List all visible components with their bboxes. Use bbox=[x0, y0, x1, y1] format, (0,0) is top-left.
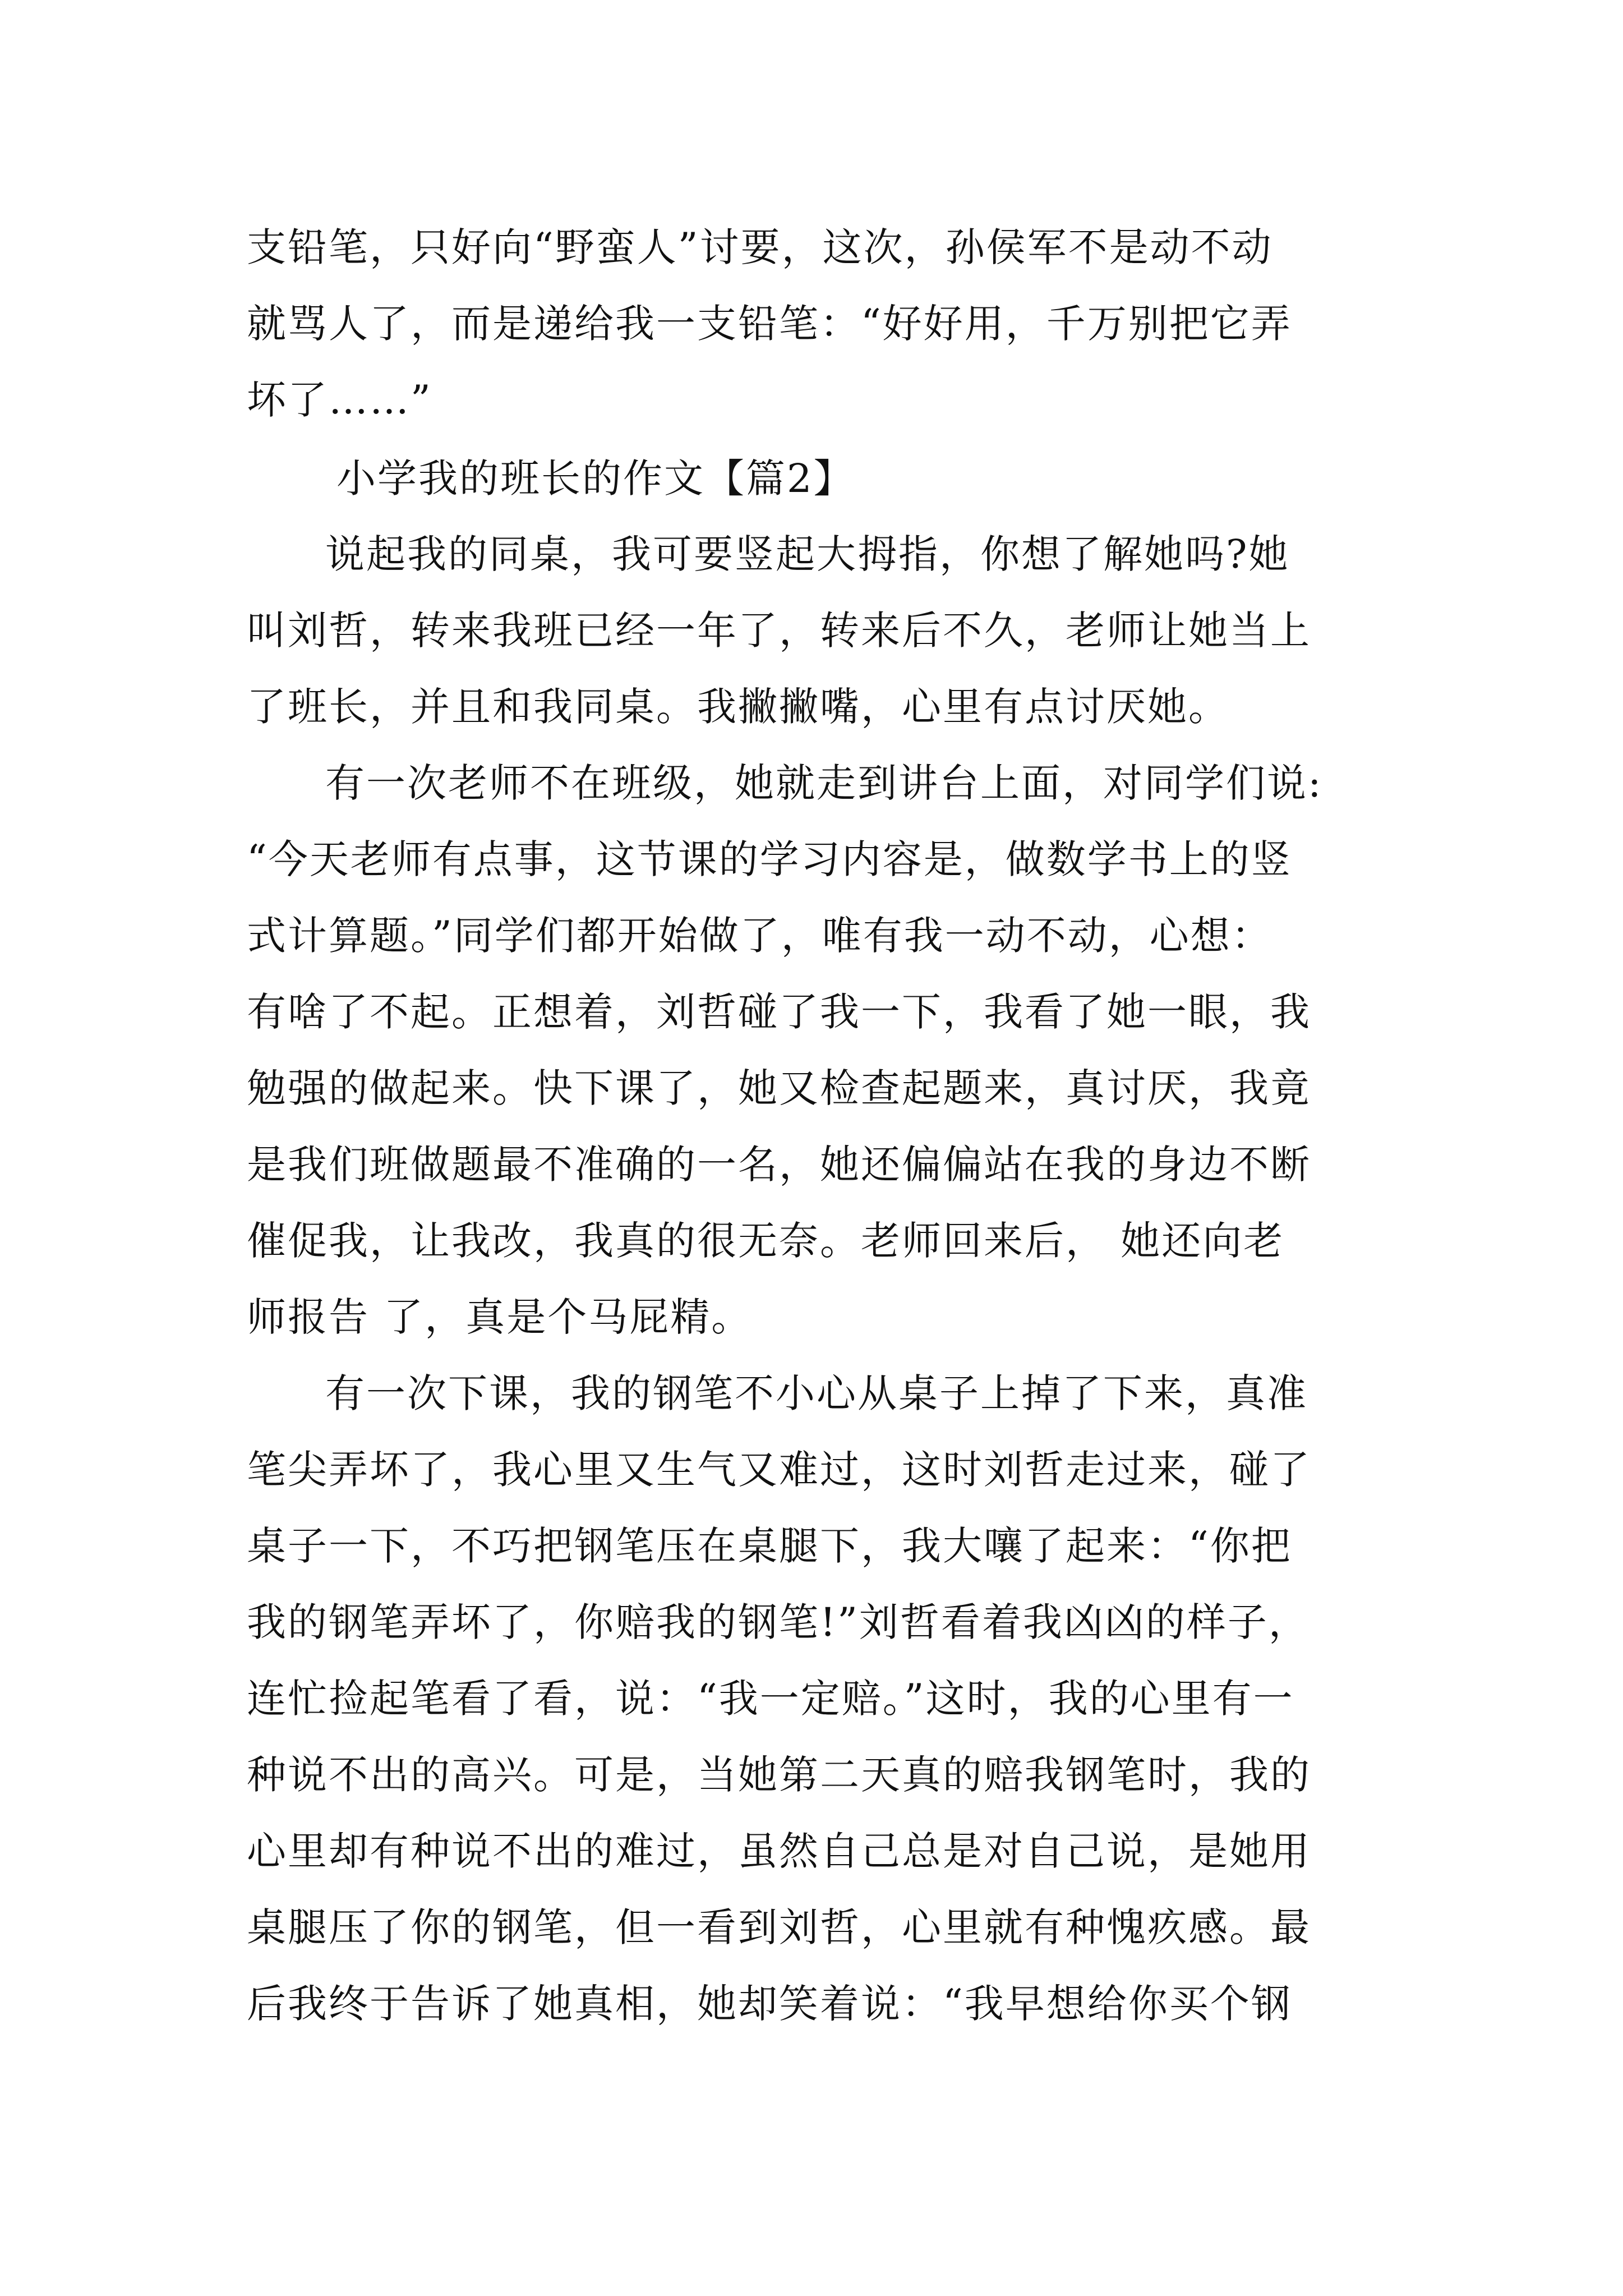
text-line: “今天老师有点事，这节课的学习内容是，做数学书上的竖 bbox=[247, 836, 1292, 882]
text-line: 了班长，并且和我同桌。我撇撇嘴，心里有点讨厌她。 bbox=[247, 684, 1229, 730]
text-line: 后我终于告诉了她真相，她却笑着说：“我早想给你买个钢 bbox=[247, 1981, 1292, 2027]
text-line: 种说不出的高兴。可是，当她第二天真的赔我钢笔时，我的 bbox=[247, 1752, 1311, 1798]
text-line: 有啥了不起。正想着，刘哲碰了我一下，我看了她一眼，我 bbox=[247, 989, 1311, 1035]
text-line: 有一次下课，我的钢笔不小心从桌子上掉了下来，真准 bbox=[325, 1370, 1308, 1416]
text-line: 说起我的同桌，我可要竖起大拇指，你想了解她吗?她 bbox=[325, 531, 1290, 577]
section-title: 小学我的班长的作文【篇2】 bbox=[336, 455, 855, 501]
text-line: 连忙捡起笔看了看，说：“我一定赔。”这时，我的心里有一 bbox=[247, 1676, 1294, 1722]
text-line: 心里却有种说不出的难过，虽然自己总是对自己说，是她用 bbox=[247, 1828, 1311, 1874]
text-line: 坏了……” bbox=[247, 377, 432, 423]
text-line: 我的钢笔弄坏了，你赔我的钢笔!”刘哲看着我凶凶的样子， bbox=[247, 1599, 1310, 1645]
text-line: 是我们班做题最不准确的一名，她还偏偏站在我的身边不断 bbox=[247, 1142, 1311, 1188]
text-line: 式计算题。”同学们都开始做了，唯有我一动不动，心想： bbox=[247, 913, 1272, 959]
text-line: 桌子一下，不巧把钢笔压在桌腿下，我大嚷了起来：“你把 bbox=[247, 1523, 1292, 1569]
text-line: 叫刘哲，转来我班已经一年了，转来后不久，老师让她当上 bbox=[247, 608, 1311, 654]
text-line: 勉强的做起来。快下课了，她又检查起题来，真讨厌，我竟 bbox=[247, 1065, 1311, 1111]
text-line: 有一次老师不在班级，她就走到讲台上面，对同学们说: bbox=[325, 760, 1323, 806]
text-line: 桌腿压了你的钢笔，但一看到刘哲，心里就有种愧疚感。最 bbox=[247, 1904, 1311, 1950]
text-line: 催促我，让我改，我真的很无奈。老师回来后， 她还向老 bbox=[247, 1218, 1285, 1264]
text-line: 支铅笔，只好向“野蛮人”讨要，这次，孙侯军不是动不动 bbox=[247, 224, 1273, 270]
text-line: 就骂人了，而是递给我一支铅笔：“好好用，千万别把它弄 bbox=[247, 301, 1292, 347]
text-line: 笔尖弄坏了，我心里又生气又难过，这时刘哲走过来，碰了 bbox=[247, 1447, 1311, 1493]
text-line: 师报告 了，真是个马屁精。 bbox=[247, 1294, 753, 1340]
